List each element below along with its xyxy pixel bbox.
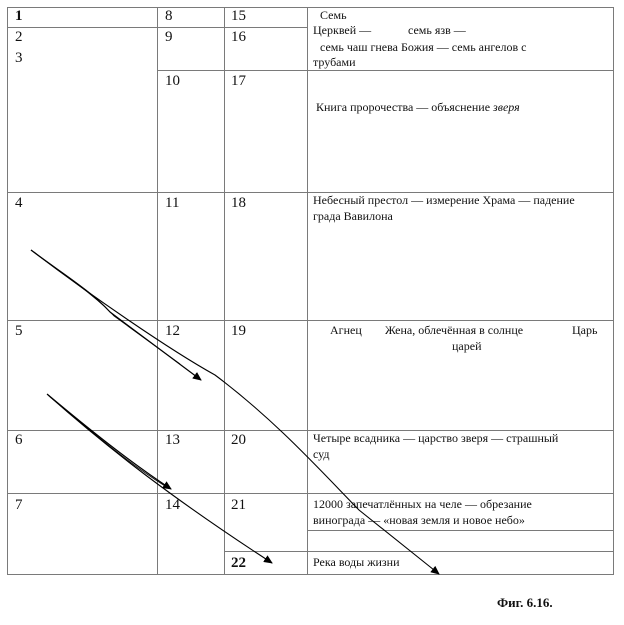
cell-number: 11 [165,195,180,211]
cell-number: 10 [165,73,180,89]
cell-text: Небесный престол — измерение Храма — падение [313,193,575,207]
cell-text: Царь [572,323,598,337]
arrow-line [47,394,171,489]
cell-number: 6 [15,432,23,448]
cell-text: суд [313,447,330,461]
arrow-line [48,395,272,563]
cell-number: 14 [165,497,180,513]
cell-number: 18 [231,195,246,211]
cell-number: 15 [231,8,246,24]
cell-number: 20 [231,432,246,448]
cell-text: семь язв — [408,23,466,37]
cell-number: 2 [15,29,23,45]
cell-number: 7 [15,497,23,513]
cell-text: Книга пророчества — объяснение зверя [316,100,520,114]
cell-number: 9 [165,29,173,45]
cell-number: 19 [231,323,246,339]
figure-caption: Фиг. 6.16. [497,595,553,610]
cell-number: 1 [15,8,23,24]
cell-number: 12 [165,323,180,339]
cell-number: 22 [231,555,246,571]
cell-text: 12000 запечатлённых на челе — обрезание [313,497,532,511]
cell-number: 16 [231,29,246,45]
cell-number: 13 [165,432,180,448]
cell-text: Агнец [330,323,362,337]
cell-text: семь чаш гнева Божия — семь ангелов с [320,40,527,54]
arrow-line [31,250,439,574]
cell-number: 4 [15,195,23,211]
cell-number: 5 [15,323,23,339]
cell-text: винограда — «новая земля и новое небо» [313,513,525,527]
cell-text: Четыре всадника — царство зверя — страшный [313,431,559,445]
cell-text: Семь [320,8,347,22]
cell-text: Река воды жизни [313,555,400,569]
cell-number: 21 [231,497,246,513]
cell-text: трубами [313,55,356,69]
cell-text: града Вавилона [313,209,393,223]
cell-number: 8 [165,8,173,24]
cell-text: Церквей — [313,23,372,37]
cell-text: Жена, облечённая в солнце [385,323,524,337]
cell-number: 3 [15,50,23,66]
cell-number: 17 [231,73,246,89]
cell-text: царей [452,339,482,353]
